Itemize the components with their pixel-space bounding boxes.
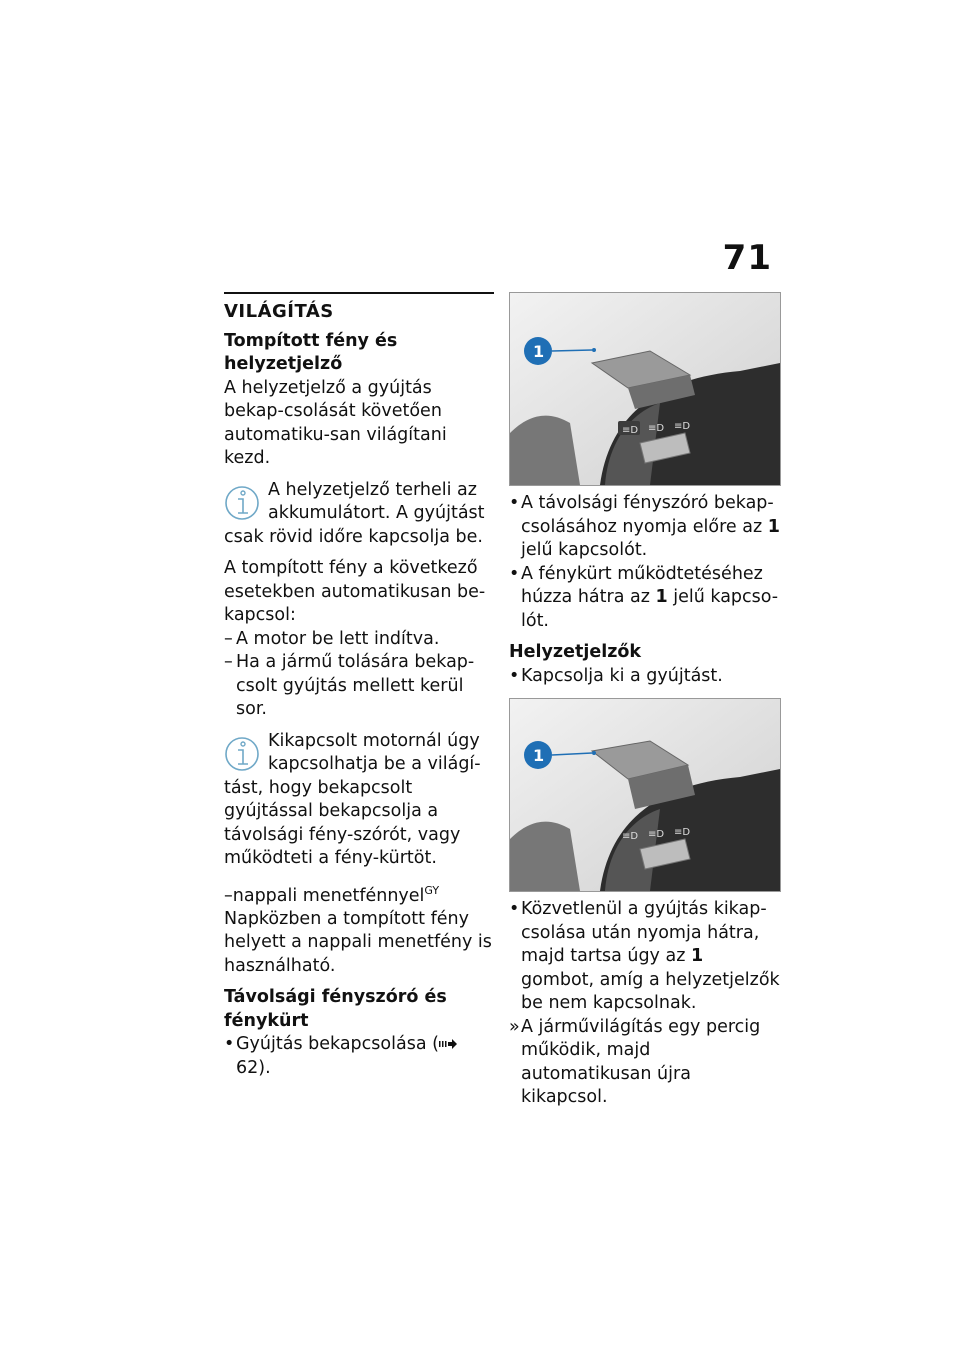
svg-text:≡D: ≡D xyxy=(622,831,639,842)
svg-text:≡D: ≡D xyxy=(674,827,691,838)
info-icon xyxy=(224,481,264,525)
page-reference: 62). xyxy=(236,1057,271,1078)
list-item xyxy=(509,563,781,634)
list-item xyxy=(224,1033,494,1080)
switch-illustration xyxy=(509,698,781,892)
drl-country-code: GY xyxy=(424,883,440,897)
bullet-text: Közvetlenül a gyújtás kikap-csolása után nyomja hátra, majd tartsa úgy az xyxy=(521,899,767,966)
info-note xyxy=(224,479,494,550)
dash-list xyxy=(224,628,494,722)
bullet-text: A fénykürt működtetéséhez húzza hátra az xyxy=(521,563,763,607)
switch-illustration xyxy=(509,292,781,486)
right-column xyxy=(509,292,781,1118)
paragraph-parking-light: A helyzetjelző a gyújtás bekap-csolását követően automatiku-san világítani kezd. xyxy=(224,377,447,468)
paragraph-drl: Napközben a tompított fény helyett a nappali menetfény is használható. xyxy=(224,908,492,976)
page-reference-arrow-icon xyxy=(439,1039,457,1049)
bullet-text: jelű kapcso-lót. xyxy=(521,587,779,631)
info-note-text: Kikapcsolt motornál úgy kapcsolhatja be a világí-tást, hogy bekapcsolt gyújtással bekapcsolja a távolsági fény-szórót, vagy működteti a fény-kürtöt. xyxy=(224,730,481,868)
reference-number: 1 xyxy=(690,946,704,966)
info-note xyxy=(224,730,494,871)
svg-text:≡D: ≡D xyxy=(674,421,691,432)
bullet-list xyxy=(509,898,781,1016)
info-note-text: A helyzetjelző terheli az akkumulátort. A gyújtást csak rövid időre kapcsolja be. xyxy=(224,479,485,547)
list-item: • Kapcsolja ki a gyújtást. xyxy=(509,665,781,689)
subheading-parking-lights: Helyzetjelzők xyxy=(509,642,642,662)
list-item: – A motor be lett indítva. xyxy=(224,628,494,652)
paragraph-auto-low-beam: A tompított fény a következő esetekben automatikusan be-kapcsol: xyxy=(224,558,486,625)
list-item xyxy=(509,492,781,563)
bullet-text: Gyújtás bekapcsolása ( xyxy=(236,1034,439,1055)
reference-number: 1 xyxy=(655,587,668,607)
svg-text:≡D: ≡D xyxy=(648,829,665,840)
list-item: – Ha a jármű tolására bekap-csolt gyújtás mellett kerül sor. xyxy=(224,651,494,722)
list-item xyxy=(509,898,781,1016)
subheading-high-beam: Távolsági fényszóró és fénykürt xyxy=(224,987,447,1031)
callout-label: 1 xyxy=(533,746,545,765)
bullet-text: jelű kapcsolót. xyxy=(521,540,648,560)
drl-option: –nappali menetfénnyel$^{GY}$ xyxy=(224,883,440,906)
subheading-low-beam: Tompított fény és helyzetjelző xyxy=(224,330,398,374)
callout-label: 1 xyxy=(533,342,545,361)
list-item: » A járművilágítás egy percig működik, majd automatikusan újra kikapcsol. xyxy=(509,1016,781,1110)
svg-text:≡D: ≡D xyxy=(622,425,639,436)
drl-label: nappali menetfénnyel xyxy=(232,885,425,906)
result-list xyxy=(509,1016,781,1110)
bullet-list xyxy=(224,1033,494,1080)
info-icon xyxy=(224,732,264,776)
svg-text:≡D: ≡D xyxy=(648,423,665,434)
bullet-text: A távolsági fényszóró bekap-csolásához nyomja előre az xyxy=(521,493,774,537)
section-rule xyxy=(224,292,494,294)
page-number: 71 xyxy=(722,238,772,278)
section-title: VILÁGÍTÁS xyxy=(224,301,334,322)
reference-number: 1 xyxy=(767,516,780,537)
bullet-text: gombot, amíg a helyzetjelzők be nem kapcsolnak. xyxy=(521,969,780,1013)
bullet-list xyxy=(509,492,781,633)
bullet-list xyxy=(509,665,781,689)
left-column xyxy=(224,292,494,1088)
